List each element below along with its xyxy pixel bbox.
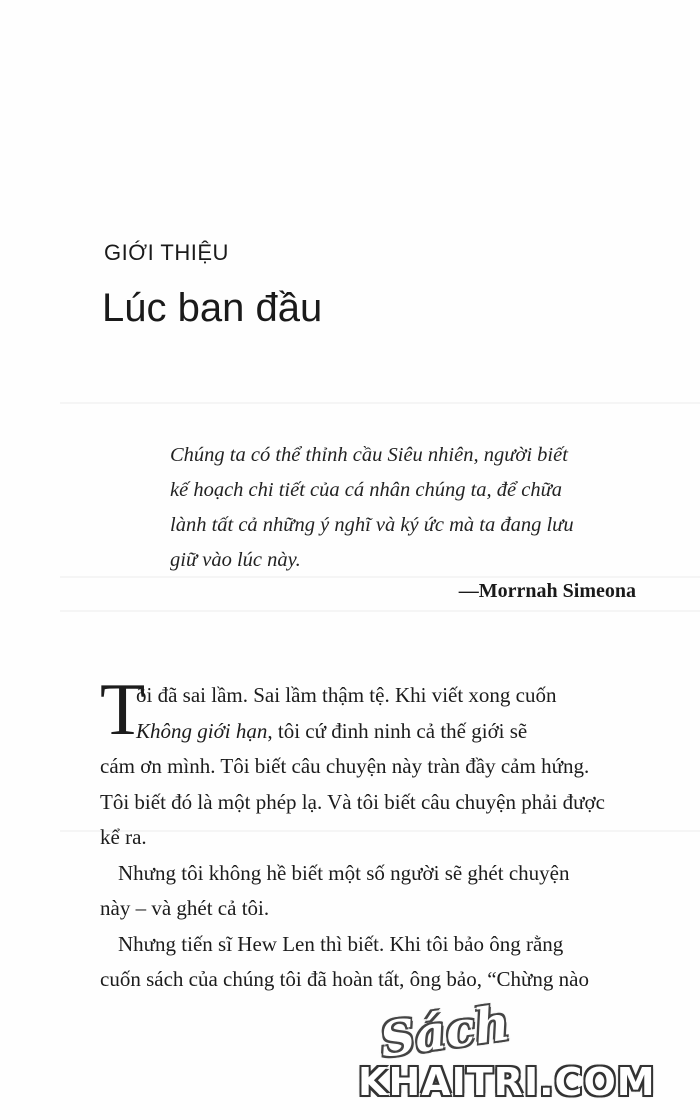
body-line: ôi đã sai lầm. Sai lầm thậm tệ. Khi viết xong cuốn — [136, 683, 557, 707]
body-line: kể ra. — [100, 825, 147, 849]
bleed-through — [60, 610, 700, 612]
body-line: Nhưng tôi không hề biết một số người sẽ ghét chuyện — [118, 860, 570, 885]
body-line: Tôi biết đó là một phép lạ. Và tôi biết câu chuyện phải được — [100, 789, 605, 814]
chapter-title: Lúc ban đầu — [102, 286, 323, 330]
body-line: cuốn sách của chúng tôi đã hoàn tất, ông bảo, “Chừng nào — [100, 967, 589, 991]
epigraph-line: Chúng ta có thể thỉnh cầu Siêu nhiên, người biết — [170, 444, 568, 466]
watermark-script-text: Sách — [376, 995, 514, 1069]
epigraph-attribution: —Morrnah Simeona — [458, 580, 636, 602]
watermark-logo — [358, 995, 688, 1114]
body-line: cám ơn mình. Tôi biết câu chuyện này tràn đầy cảm hứng. — [100, 754, 590, 778]
drop-cap: T — [100, 669, 146, 751]
section-label: GIỚI THIỆU — [104, 240, 229, 265]
body-line: Nhưng tiến sĩ Hew Len thì biết. Khi tôi bảo ông rằng — [118, 931, 564, 956]
body-line: này – và ghét cả tôi. — [100, 896, 270, 920]
book-title-italic: Không giới hạn — [136, 718, 268, 743]
bleed-through — [60, 402, 700, 404]
watermark-site-text: KHAITRI.COM — [358, 1060, 656, 1104]
epigraph-line: lành tất cả những ý nghĩ và ký ức mà ta đang lưu — [170, 514, 574, 536]
epigraph-line: kế hoạch chi tiết của cá nhân chúng ta, để chữa — [170, 479, 563, 501]
epigraph-line: giữ vào lúc này. — [170, 549, 301, 571]
body-line — [100, 714, 640, 750]
body-line-rest: , tôi cứ đinh ninh cả thế giới sẽ — [267, 718, 528, 743]
body-text — [100, 678, 640, 998]
epigraph-quote — [170, 438, 640, 578]
